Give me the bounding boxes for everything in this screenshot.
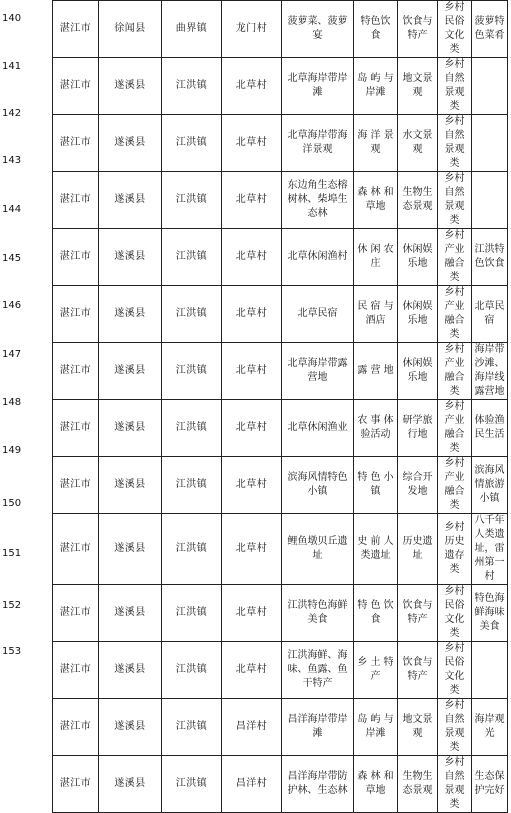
table-row [53,115,508,172]
county-cell: 徐闻县 [99,1,162,58]
resource-name-cell: 北草民宿 [282,286,354,343]
note-cell: 海岸观光 [472,699,508,756]
note-cell: 体验渔民生活 [472,400,508,457]
type-cell: 乡村产业融合类 [438,229,472,286]
main-category-cell: 历史遗址 [398,514,438,585]
table-row [53,514,508,585]
note-cell: 生态保护完好 [472,756,508,813]
city-cell: 湛江市 [53,400,99,457]
village-cell: 北草村 [222,400,282,457]
row-number: 147 [2,349,22,360]
type-cell: 乡村产业融合类 [438,343,472,400]
note-cell: 滨海风情旅游小镇 [472,457,508,514]
county-cell: 遂溪县 [99,58,162,115]
county-cell: 遂溪县 [99,642,162,699]
sub-category-cell: 民 宿 与酒店 [354,286,398,343]
city-cell: 湛江市 [53,115,99,172]
sub-category-cell: 史 前 人类遗址 [354,514,398,585]
city-cell: 湛江市 [53,756,99,813]
table-row [53,642,508,699]
main-category-cell: 饮食与特产 [398,1,438,58]
type-cell: 乡村自然景观类 [438,756,472,813]
resource-name-cell: 江洪特色海鲜美食 [282,585,354,642]
main-category-cell: 生物生态景观 [398,172,438,229]
row-number: 142 [2,108,22,119]
town-cell: 江洪镇 [162,58,222,115]
city-cell: 湛江市 [53,699,99,756]
resource-name-cell: 东边角生态榕树林、柴埠生态林 [282,172,354,229]
table-row [53,585,508,642]
city-cell: 湛江市 [53,514,99,585]
city-cell: 湛江市 [53,1,99,58]
note-cell: 菠萝特色菜肴 [472,1,508,58]
village-cell: 昌洋村 [222,756,282,813]
sub-category-cell: 森 林 和草地 [354,172,398,229]
county-cell: 遂溪县 [99,286,162,343]
table-row [53,457,508,514]
type-cell: 乡村民俗文化类 [438,1,472,58]
town-cell: 曲界镇 [162,1,222,58]
county-cell: 遂溪县 [99,457,162,514]
resource-name-cell: 北草休闲渔业 [282,400,354,457]
city-cell: 湛江市 [53,229,99,286]
type-cell: 乡村自然景观类 [438,699,472,756]
type-cell: 乡村民俗文化类 [438,585,472,642]
village-cell: 北草村 [222,585,282,642]
main-category-cell: 饮食与特产 [398,642,438,699]
main-category-cell: 休闲娱乐地 [398,286,438,343]
village-cell: 北草村 [222,457,282,514]
county-cell: 遂溪县 [99,514,162,585]
main-category-cell: 研学旅行地 [398,400,438,457]
sub-category-cell: 农 事 体验活动 [354,400,398,457]
town-cell: 江洪镇 [162,457,222,514]
county-cell: 遂溪县 [99,756,162,813]
sub-category-cell: 露 营 地 [354,343,398,400]
city-cell: 湛江市 [53,457,99,514]
village-cell: 龙门村 [222,1,282,58]
table-row [53,58,508,115]
sub-category-cell: 海 洋 景观 [354,115,398,172]
sub-category-cell: 乡 土 特产 [354,642,398,699]
resource-name-cell: 北草休闲渔村 [282,229,354,286]
town-cell: 江洪镇 [162,343,222,400]
row-number: 148 [2,397,22,408]
village-cell: 北草村 [222,514,282,585]
row-number: 150 [2,498,22,509]
type-cell: 乡村自然景观类 [438,115,472,172]
row-number: 149 [2,445,22,456]
county-cell: 遂溪县 [99,229,162,286]
row-number: 141 [2,61,22,72]
town-cell: 江洪镇 [162,642,222,699]
sub-category-cell: 特 色 饮食 [354,585,398,642]
note-cell [472,115,508,172]
county-cell: 遂溪县 [99,699,162,756]
note-cell: 特色海鲜海味美食 [472,585,508,642]
note-cell: 八千年人类遗址，雷州第一村 [472,514,508,585]
resource-name-cell: 昌洋海岸带防护林、生态林 [282,756,354,813]
resource-name-cell: 鲤鱼墩贝丘遗址 [282,514,354,585]
table-row [53,1,508,58]
sub-category-cell: 休 闲 农庄 [354,229,398,286]
village-cell: 北草村 [222,172,282,229]
town-cell: 江洪镇 [162,756,222,813]
town-cell: 江洪镇 [162,699,222,756]
village-cell: 北草村 [222,58,282,115]
resource-name-cell: 北草海岸带海洋景观 [282,115,354,172]
resource-name-cell: 昌洋海岸带岸滩 [282,699,354,756]
table-row [53,699,508,756]
row-number: 143 [2,155,22,166]
row-number: 140 [2,13,22,24]
city-cell: 湛江市 [53,58,99,115]
village-cell: 北草村 [222,343,282,400]
main-category-cell: 地文景观 [398,58,438,115]
town-cell: 江洪镇 [162,585,222,642]
town-cell: 江洪镇 [162,400,222,457]
type-cell: 乡村产业融合类 [438,286,472,343]
sub-category-cell: 岛 屿 与岸滩 [354,699,398,756]
row-number: 146 [2,300,22,311]
note-cell [472,58,508,115]
note-cell: 江洪特色饮食 [472,229,508,286]
resource-table [52,0,508,813]
type-cell: 乡村自然景观类 [438,58,472,115]
town-cell: 江洪镇 [162,286,222,343]
city-cell: 湛江市 [53,286,99,343]
county-cell: 遂溪县 [99,172,162,229]
county-cell: 遂溪县 [99,585,162,642]
village-cell: 北草村 [222,115,282,172]
town-cell: 江洪镇 [162,172,222,229]
resource-name-cell: 滨海风情特色小镇 [282,457,354,514]
city-cell: 湛江市 [53,585,99,642]
town-cell: 江洪镇 [162,115,222,172]
main-category-cell: 休闲娱乐地 [398,343,438,400]
note-cell [472,642,508,699]
main-category-cell: 饮食与特产 [398,585,438,642]
note-cell: 海岸带沙滩、海岸线露营地 [472,343,508,400]
row-number: 145 [2,253,22,264]
type-cell: 乡村民俗文化类 [438,642,472,699]
sub-category-cell: 特色饮食 [354,1,398,58]
sub-category-cell: 特 色 小镇 [354,457,398,514]
city-cell: 湛江市 [53,642,99,699]
main-category-cell: 生物生态景观 [398,756,438,813]
type-cell: 乡村产业融合类 [438,457,472,514]
type-cell: 乡村自然景观类 [438,172,472,229]
city-cell: 湛江市 [53,172,99,229]
resource-name-cell: 北草海岸带露营地 [282,343,354,400]
county-cell: 遂溪县 [99,400,162,457]
row-number: 153 [2,646,22,657]
note-cell: 北草民宿 [472,286,508,343]
sub-category-cell: 森 林 和草地 [354,756,398,813]
row-number: 151 [2,548,22,559]
county-cell: 遂溪县 [99,115,162,172]
table-row [53,229,508,286]
sub-category-cell: 岛 屿 与岸滩 [354,58,398,115]
main-category-cell: 综合开发地 [398,457,438,514]
table-row [53,286,508,343]
village-cell: 北草村 [222,642,282,699]
table-row [53,400,508,457]
type-cell: 乡村产业融合类 [438,400,472,457]
main-category-cell: 水文景观 [398,115,438,172]
resource-name-cell: 菠萝菜、菠萝宴 [282,1,354,58]
city-cell: 湛江市 [53,343,99,400]
table-row [53,756,508,813]
type-cell: 乡村历史遗存类 [438,514,472,585]
village-cell: 北草村 [222,286,282,343]
county-cell: 遂溪县 [99,343,162,400]
town-cell: 江洪镇 [162,514,222,585]
main-category-cell: 休闲娱乐地 [398,229,438,286]
table-row [53,172,508,229]
town-cell: 江洪镇 [162,229,222,286]
note-cell [472,172,508,229]
table-row [53,343,508,400]
village-cell: 昌洋村 [222,699,282,756]
village-cell: 北草村 [222,229,282,286]
row-number: 144 [2,204,22,215]
resource-name-cell: 江洪海鲜、海味、鱼露、鱼干特产 [282,642,354,699]
resource-name-cell: 北草海岸带岸滩 [282,58,354,115]
main-category-cell: 地文景观 [398,699,438,756]
row-number: 152 [2,600,22,611]
